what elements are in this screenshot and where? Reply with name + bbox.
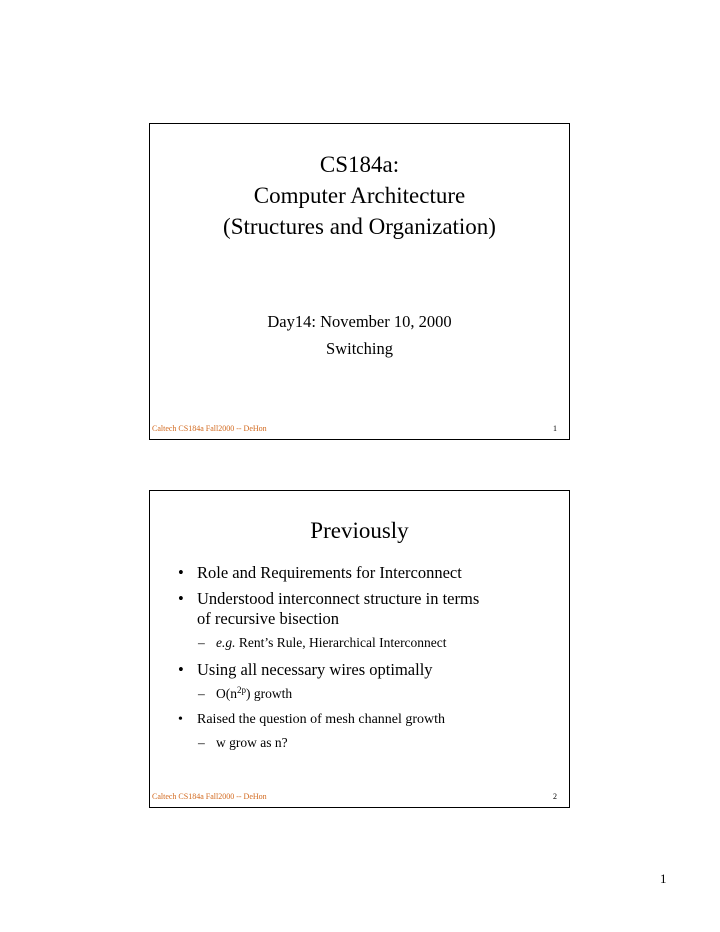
slide-1-date: Day14: November 10, 2000 [267, 312, 452, 331]
slide-2-number: 2 [553, 792, 557, 801]
slide-1-number: 1 [553, 424, 557, 433]
bullet-icon: • [178, 589, 184, 608]
sub-bullet-item [178, 634, 548, 651]
bullet-item [178, 711, 548, 729]
slide-1-title-line: Computer Architecture [253, 183, 466, 208]
slide-1-title [150, 149, 569, 242]
bullet-icon: • [178, 660, 184, 679]
sub-bullet-text: O(n [216, 686, 237, 701]
slide-1-footer: Caltech CS184a Fall2000 -- DeHon [152, 424, 267, 433]
dash-icon: – [198, 686, 205, 701]
bullet-text: Raised the question of mesh channel growth [197, 712, 446, 727]
dash-icon: – [198, 735, 205, 750]
bullet-item [178, 660, 548, 680]
bullet-icon: • [178, 563, 184, 582]
superscript: 2p [237, 685, 246, 695]
bullet-text: of recursive bisection [197, 609, 340, 628]
sub-bullet-text: w grow as n? [216, 735, 288, 750]
bullet-text: Role and Requirements for Interconnect [197, 563, 462, 582]
bullet-item [178, 563, 548, 583]
bullet-icon: • [178, 712, 183, 727]
slide-1-topic: Switching [326, 339, 393, 358]
bullet-text: Understood interconnect structure in terms [197, 589, 480, 608]
bullet-item [178, 589, 548, 629]
sub-bullet-emphasis: e.g. [216, 635, 236, 650]
bullet-text: Using all necessary wires optimally [197, 660, 433, 679]
sub-bullet-item [178, 734, 548, 751]
slide-2-bullet-list [178, 563, 548, 760]
slide-1-title-line: (Structures and Organization) [223, 214, 496, 239]
slide-2-footer: Caltech CS184a Fall2000 -- DeHon [152, 792, 267, 801]
slide-1-subtitle [150, 308, 569, 362]
sub-bullet-text: ) growth [246, 686, 293, 701]
slide-2 [149, 490, 570, 808]
dash-icon: – [198, 635, 205, 650]
slide-2-title: Previously [310, 518, 409, 543]
slide-1-title-line: CS184a: [319, 152, 400, 177]
page-number: 1 [660, 871, 667, 886]
slide-1 [149, 123, 570, 440]
sub-bullet-item [178, 685, 548, 702]
sub-bullet-text: Rent’s Rule, Hierarchical Interconnect [235, 635, 447, 650]
